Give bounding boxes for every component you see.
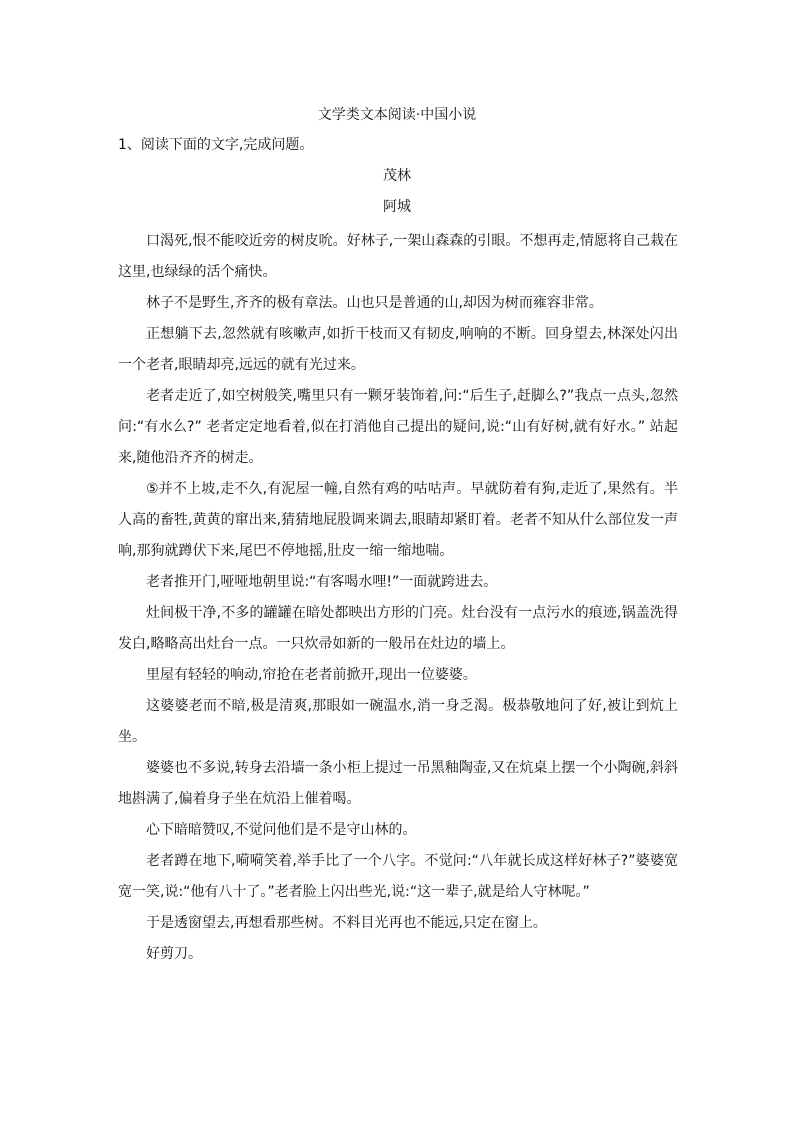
paragraph-11: 心下暗暗赞叹,不觉问他们是不是守山林的。 — [146, 822, 417, 838]
paragraph-5: ⑤并不上坡,走不久,有泥屋一幢,自然有鸡的咕咕声。早就防着有狗,走近了,果然有。半人高的畜牲,黄黄的窜出来,猜猜地屁股调来调去,眼睛却紧盯着。老者不知从什么部位发一声响,那狗就蹲伏下来,尾巴不停地摇,肚皮一缩一缩地喘。 — [118, 481, 678, 559]
section-title: 文学类文本阅读·中国小说 — [317, 107, 477, 123]
paragraph-2: 林子不是野生,齐齐的极有章法。山也只是普通的山,却因为树而雍容非常。 — [146, 295, 603, 311]
paragraph-9: 这婆婆老而不暗,极是清爽,那眼如一碗温水,消一身乏渴。极恭敬地问了好,被让到炕上坐。 — [118, 698, 678, 745]
paragraph-12: 老者蹲在地下,嗬嗬笑着,举手比了一个八字。不觉问:“八年就长成这样好林子?”婆婆宽宽一笑,说:“他有八十了。”老者脸上闪出些光,说:“这一辈子,就是给人守林呢。” — [118, 853, 678, 900]
paragraph-1: 口渴死,恨不能咬近旁的树皮吮。好林子,一架山森森的引眼。不想再走,情愿将自己栽在这里,也绿绿的活个痛快。 — [118, 233, 678, 280]
paragraph-3: 正想躺下去,忽然就有咳嗽声,如折干枝而又有韧皮,响响的不断。回身望去,林深处闪出一个老者,眼睛却亮,远远的就有光过来。 — [118, 326, 678, 373]
paragraph-13: 于是透窗望去,再想看那些树。不料目光再也不能远,只定在窗上。 — [146, 915, 547, 931]
story-title: 茂林 — [383, 168, 411, 184]
paragraph-14: 好剪刀。 — [146, 946, 202, 962]
paragraph-4: 老者走近了,如空树般笑,嘴里只有一颗牙装饰着,问:“后生子,赶脚么?”我点一点头,忽然问:“有水么?” 老者定定地看着,似在打消他自己提出的疑问,说:“山有好树,就有好水。” 站起来,随他沿齐齐的树走。 — [118, 388, 678, 466]
paragraph-10: 婆婆也不多说,转身去沿墙一条小柜上提过一吊黑釉陶壶,又在炕桌上摆一个小陶碗,斜斜地斟满了,偏着身子坐在炕沿上催着喝。 — [118, 760, 678, 807]
story-author: 阿城 — [383, 199, 411, 215]
paragraph-7: 灶间极干净,不多的罐罐在暗处都映出方形的门亮。灶台没有一点污水的痕迹,锅盖洗得发白,略略高出灶台一点。一只炊帚如新的一般吊在灶边的墙上。 — [118, 605, 678, 652]
paragraph-6: 老者推开门,哑哑地朝里说:“有客喝水哩!”一面就跨进去。 — [146, 574, 498, 590]
paragraph-8: 里屋有轻轻的响动,帘抢在老者前掀开,现出一位婆婆。 — [146, 667, 477, 683]
question-prompt: 1、阅读下面的文字,完成问题。 — [118, 137, 314, 153]
story-body — [118, 226, 678, 970]
